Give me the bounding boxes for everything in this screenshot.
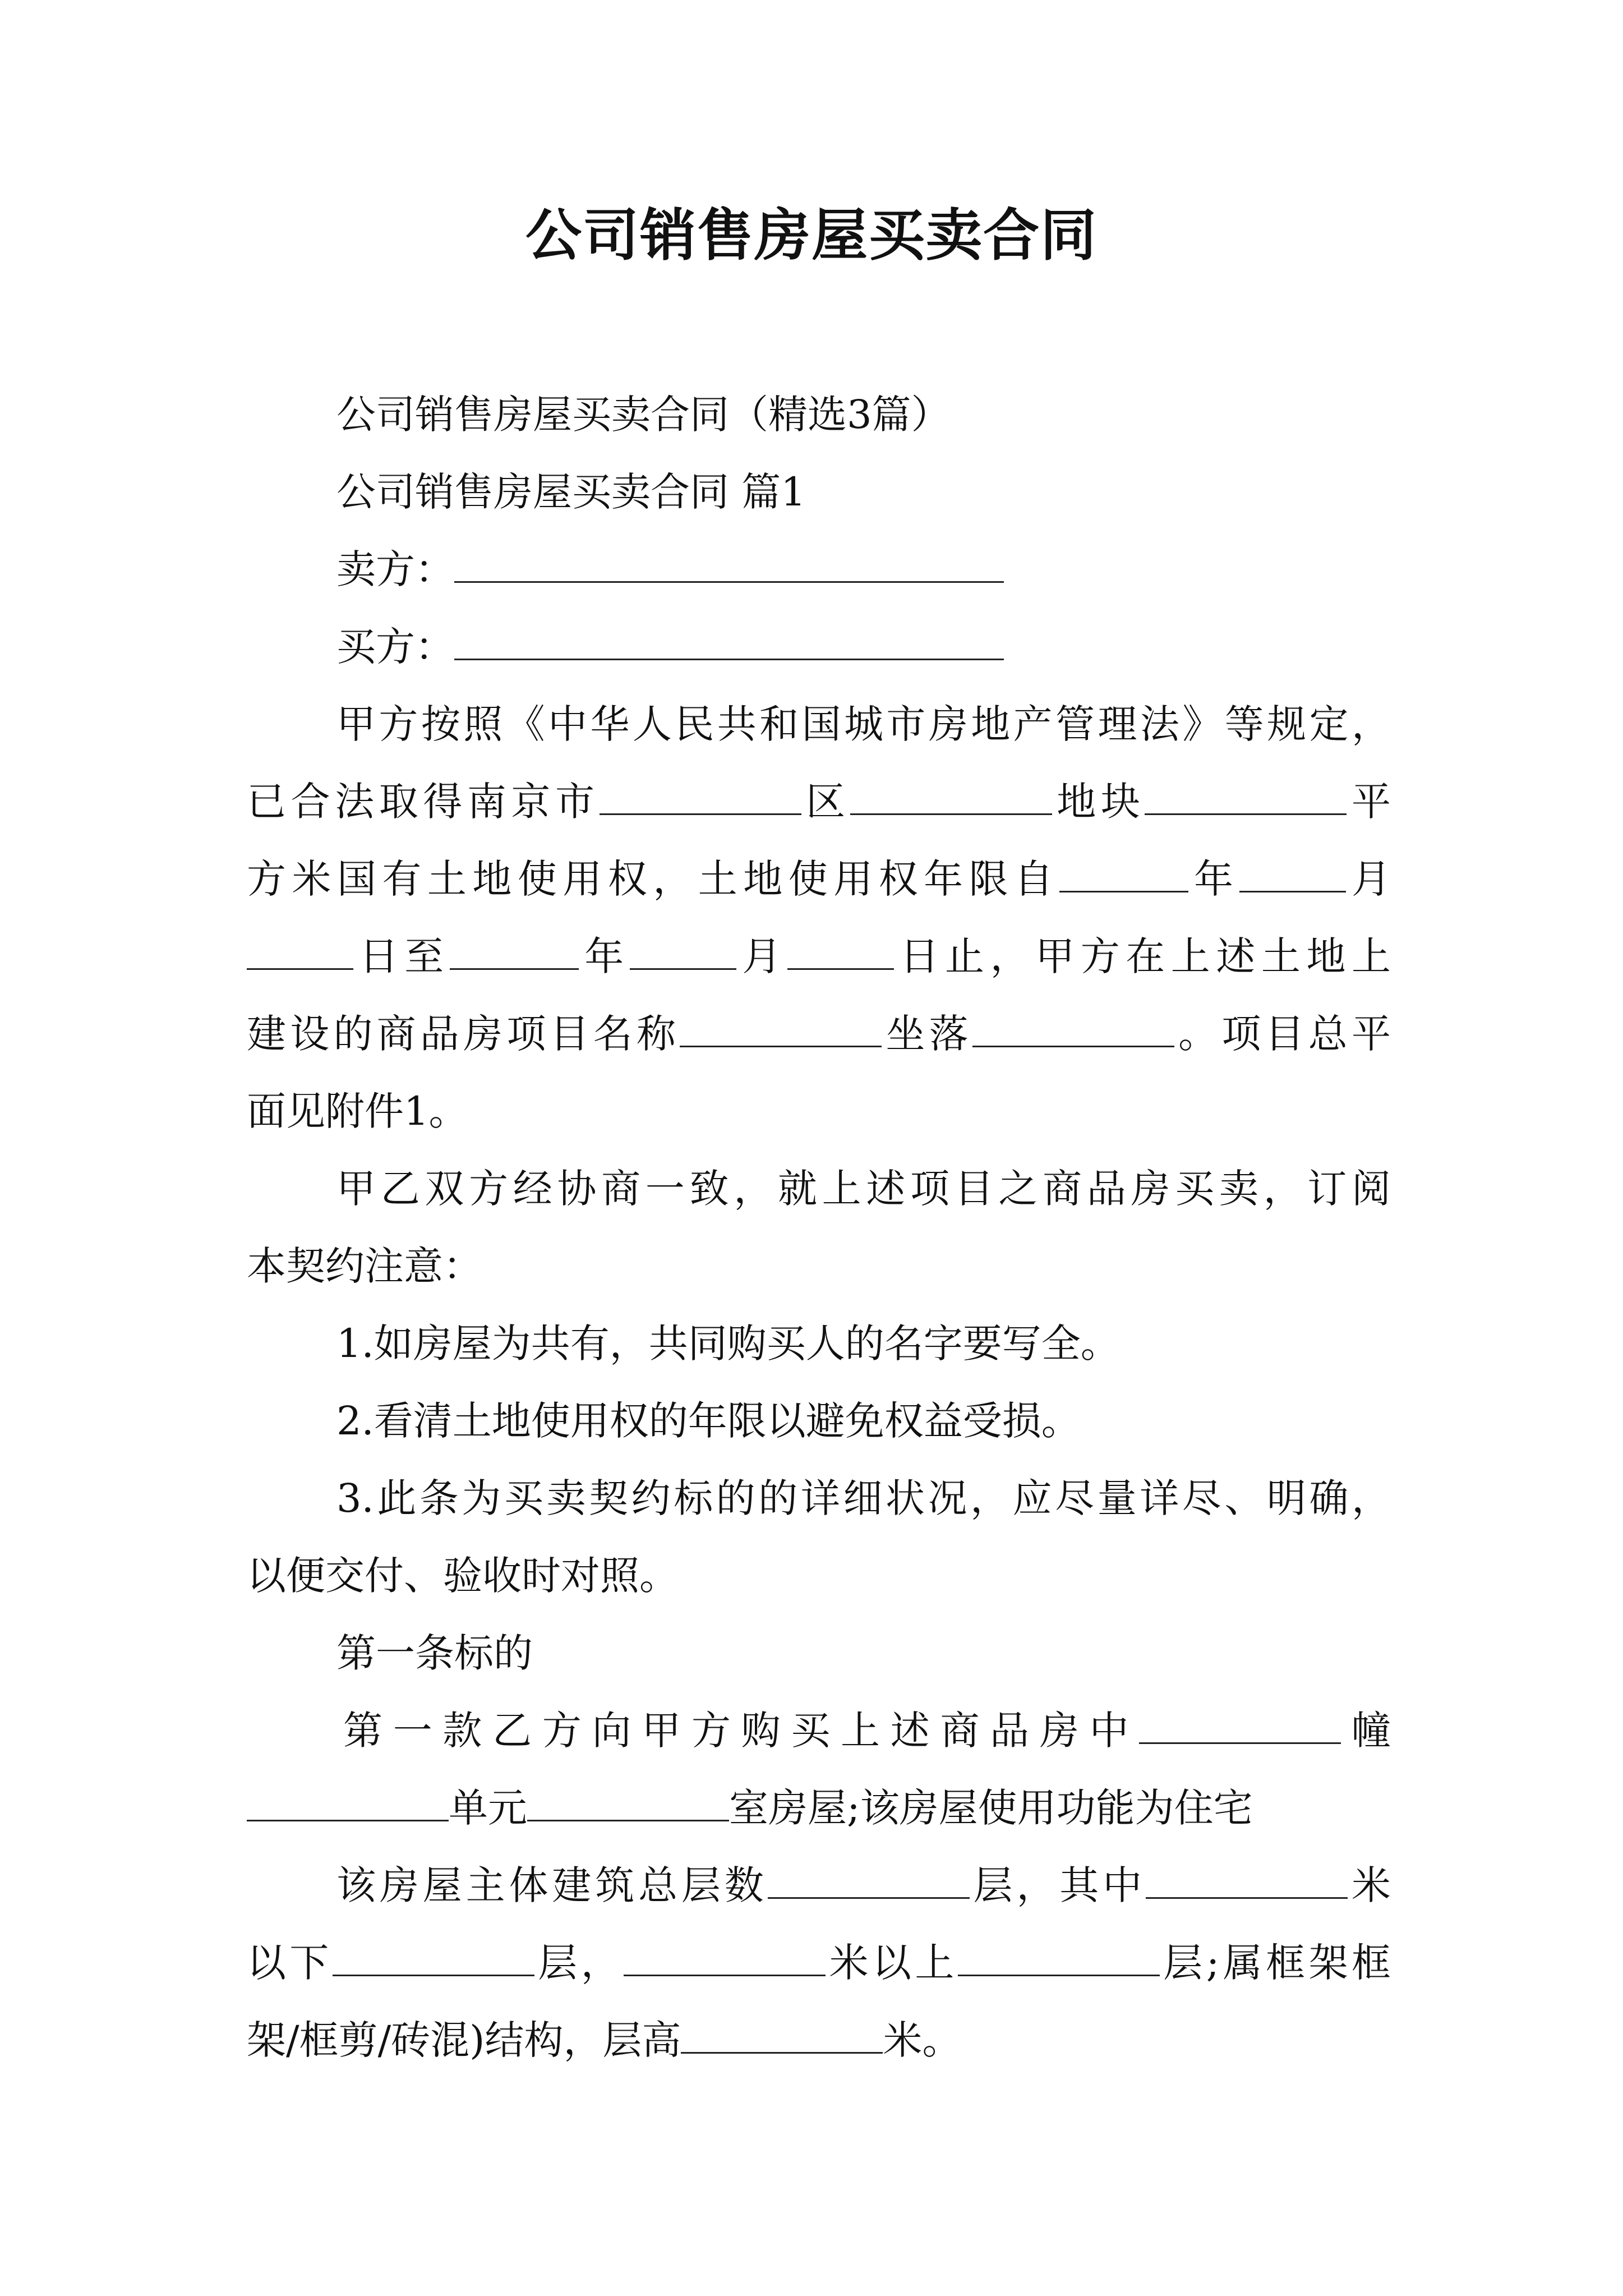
text-segment: 已合法取得南京市 <box>247 779 600 825</box>
text-segment: 层，其中 <box>969 1862 1146 1908</box>
text-segment: 幢 <box>1341 1708 1391 1754</box>
seller-line <box>247 531 1391 608</box>
text-segment: 米。 <box>883 2017 962 2063</box>
paragraph-line <box>247 2001 1391 2079</box>
blank-field <box>1059 852 1188 892</box>
text-segment: 该房屋主体建筑总层数 <box>336 1862 768 1908</box>
paragraph-line <box>247 1692 1391 1769</box>
text-segment: 日至 <box>353 933 450 979</box>
paragraph-line <box>247 1847 1391 1924</box>
text-segment: 地块 <box>1052 779 1145 825</box>
buyer-blank <box>454 619 1004 660</box>
paragraph-line <box>247 840 1391 918</box>
text-segment: 层;属框架框 <box>1159 1940 1391 1986</box>
blank-field <box>630 929 736 970</box>
text-segment: 架/框剪/砖混)结构，层高 <box>247 2017 681 2063</box>
section-heading: 公司销售房屋买卖合同 篇1 <box>336 469 806 515</box>
blank-field <box>450 929 579 970</box>
seller-label: 卖方： <box>336 546 454 592</box>
seller-blank <box>454 542 1004 583</box>
buyer-line <box>247 608 1391 685</box>
text-segment: 单元 <box>449 1785 527 1831</box>
note-item: 1.如房屋为共有，共同购买人的名字要写全。 <box>336 1320 1120 1366</box>
paragraph-line: 甲乙双方经协商一致，就上述项目之商品房买卖，订阅 <box>336 1166 1391 1212</box>
blank-field <box>768 1858 970 1899</box>
document-title: 公司销售房屋买卖合同 <box>525 203 1098 268</box>
paragraph-line <box>247 995 1391 1073</box>
paragraph-line <box>247 1924 1391 2001</box>
paragraph-line <box>247 1769 1391 1847</box>
blank-field <box>1239 852 1346 892</box>
blank-field <box>972 1006 1174 1047</box>
text-segment: 米 <box>1348 1862 1391 1908</box>
note-item-continuation: 以便交付、验收时对照。 <box>247 1553 679 1599</box>
buyer-label: 买方： <box>336 624 454 670</box>
blank-field <box>1146 1858 1348 1899</box>
blank-field <box>333 1935 534 1976</box>
text-segment: 年 <box>1188 856 1239 902</box>
subtitle: 公司销售房屋买卖合同（精选3篇） <box>336 392 951 438</box>
note-item: 2.看清土地使用权的年限以避免权益受损。 <box>336 1398 1081 1444</box>
text-segment: 坐落 <box>882 1011 972 1057</box>
text-segment: 区 <box>801 779 850 825</box>
blank-field <box>527 1780 729 1821</box>
paragraph-line: 甲方按照《中华人民共和国城市房地产管理法》等规定， <box>336 701 1391 747</box>
text-segment: 以下 <box>247 1940 333 1986</box>
blank-field <box>247 1780 449 1821</box>
text-segment: 平 <box>1347 779 1391 825</box>
paragraph-line <box>247 918 1391 995</box>
blank-field <box>600 774 801 815</box>
blank-field <box>958 1935 1160 1976</box>
blank-field <box>787 929 894 970</box>
text-segment: 月 <box>736 933 787 979</box>
text-segment: 年 <box>578 933 630 979</box>
blank-field <box>247 929 353 970</box>
blank-field <box>1145 774 1347 815</box>
text-segment: 。项目总平 <box>1174 1011 1391 1057</box>
article-heading: 第一条标的 <box>336 1630 533 1676</box>
text-segment: 建设的商品房项目名称 <box>247 1011 680 1057</box>
blank-field <box>850 774 1052 815</box>
note-item: 3.此条为买卖契约标的的详细状况，应尽量详尽、明确， <box>336 1475 1391 1521</box>
blank-field <box>1139 1703 1341 1744</box>
text-segment: 室房屋;该房屋使用功能为住宅 <box>729 1785 1253 1831</box>
blank-field <box>680 1006 882 1047</box>
paragraph-line <box>247 763 1391 840</box>
text-segment: 米以上 <box>826 1940 958 1986</box>
document-body <box>247 376 1391 2079</box>
text-segment: 日止，甲方在上述土地上 <box>893 933 1391 979</box>
paragraph-line: 面见附件1。 <box>247 1088 468 1134</box>
blank-field <box>681 2013 883 2054</box>
text-segment: 方米国有土地使用权，土地使用权年限自 <box>247 856 1059 902</box>
text-segment: 第一款乙方向甲方购买上述商品房中 <box>343 1708 1140 1754</box>
text-segment: 月 <box>1345 856 1391 902</box>
text-segment: 层， <box>534 1940 624 1986</box>
paragraph-line: 本契约注意： <box>247 1243 482 1289</box>
blank-field <box>624 1935 826 1976</box>
